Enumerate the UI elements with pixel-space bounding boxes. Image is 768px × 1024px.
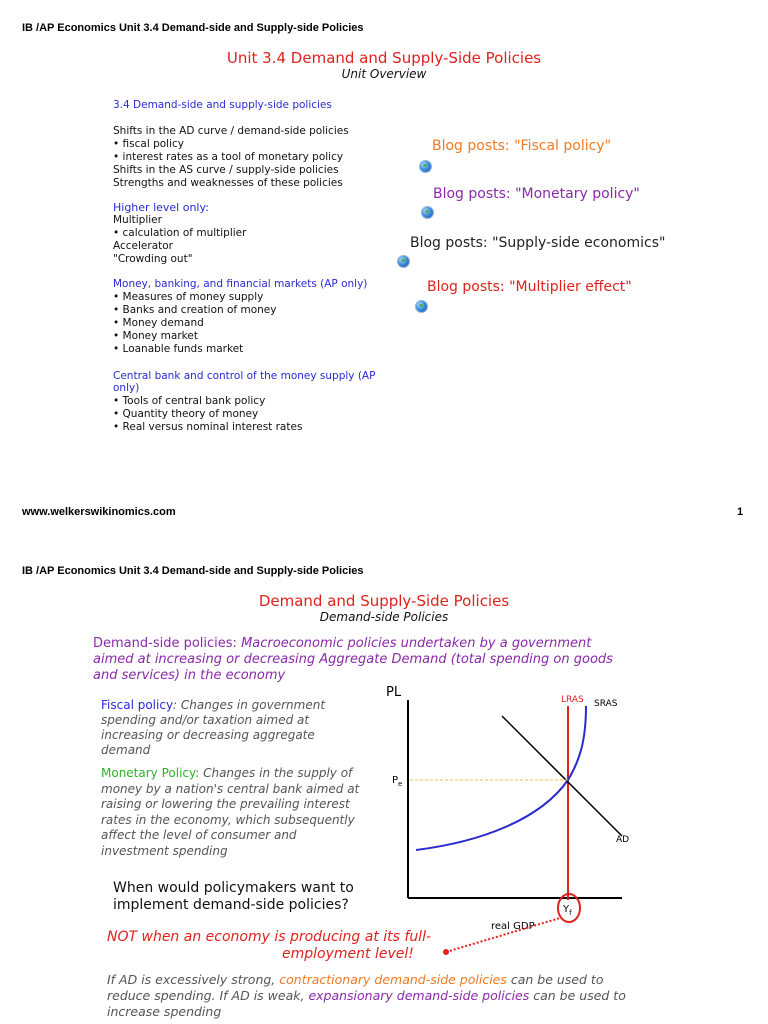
fiscal-text: : Changes in government <box>173 698 326 712</box>
section-heading: 3.4 Demand-side and supply-side policies <box>113 99 332 111</box>
money-list <box>113 291 276 356</box>
sras-label: SRAS <box>594 699 618 709</box>
central-item: • Quantity theory of money <box>113 408 259 420</box>
topic-item: Shifts in the AD curve / demand-side policies <box>113 125 349 137</box>
fiscal-term: Fiscal policy <box>101 698 174 712</box>
blog-link-supply-side[interactable]: Blog posts: "Supply-side economics" <box>410 235 666 251</box>
yf-label: $Y_f$ <box>563 904 572 917</box>
central-bank-list <box>113 395 302 434</box>
monetary-text: raising or lowering the prevailing interest <box>101 797 350 811</box>
question-text: When would policymakers want to <box>113 880 354 896</box>
definition-monetary <box>101 766 359 859</box>
monetary-text: rates in the economy, which subsequently <box>101 812 355 827</box>
bottom-explanation <box>107 972 626 1020</box>
monetary-text: affect the level of consumer and <box>101 828 297 842</box>
money-item: • Banks and creation of money <box>113 304 277 316</box>
ad-as-diagram <box>380 680 650 960</box>
definition-fiscal <box>101 698 325 758</box>
monetary-text: Changes in the supply of <box>199 766 353 780</box>
blog-link-fiscal[interactable]: Blog posts: "Fiscal policy" <box>432 138 612 154</box>
question-text: implement demand-side policies? <box>113 897 349 913</box>
answer-text: NOT when an economy is producing at its full- <box>107 929 432 945</box>
definition-text: Macroeconomic policies undertaken by a government <box>236 636 592 651</box>
central-bank-heading: Central bank and control of the money supply (AP <box>113 370 376 382</box>
answer-text-cont: employment level! <box>282 946 414 962</box>
ad-label: AD <box>616 835 630 845</box>
money-item: • Money market <box>113 330 198 342</box>
page1-title: Unit 3.4 Demand and Supply-Side Policies <box>226 49 542 67</box>
money-item: • Money demand <box>113 317 204 329</box>
fiscal-text: spending and/or taxation aimed at <box>101 713 310 727</box>
topic-item: Shifts in the AS curve / supply-side policies <box>113 164 339 176</box>
explanation-text: If AD is excessively strong, <box>107 972 280 987</box>
expansionary-term: expansionary demand-side policies <box>308 988 530 1003</box>
sras-curve <box>416 706 586 850</box>
page1-subtitle: Unit Overview <box>341 67 427 81</box>
x-axis-label: real GDP <box>491 921 535 932</box>
monetary-text: money by a nation's central bank aimed at <box>101 781 360 796</box>
globe-icon[interactable] <box>420 161 431 172</box>
higher-item: Multiplier <box>113 214 162 226</box>
page1-header: IB /AP Economics Unit 3.4 Demand-side and Supply-side Policies <box>22 22 364 34</box>
page2-subtitle: Demand-side Policies <box>319 610 449 624</box>
central-item: • Tools of central bank policy <box>113 395 266 407</box>
page2-header: IB /AP Economics Unit 3.4 Demand-side and Supply-side Policies <box>22 565 364 577</box>
page2-title: Demand and Supply-Side Policies <box>258 592 510 610</box>
explanation-text: can be used to <box>506 972 604 987</box>
contractionary-term: contractionary demand-side policies <box>279 972 507 987</box>
topic-item: • fiscal policy <box>113 138 184 150</box>
central-bank-heading-cont: only) <box>113 382 140 394</box>
definition-text: and services) in the economy <box>93 668 286 683</box>
lras-label: LRAS <box>561 695 584 705</box>
blog-link-multiplier[interactable]: Blog posts: "Multiplier effect" <box>427 279 632 295</box>
ad-line <box>502 716 622 836</box>
monetary-text: investment spending <box>101 843 228 858</box>
fiscal-text: demand <box>101 743 151 757</box>
explanation-text: reduce spending. If AD is weak, <box>107 988 309 1003</box>
explanation-text: increase spending <box>107 1004 222 1019</box>
pe-label: $P_e$ <box>392 775 403 788</box>
higher-item: • calculation of multiplier <box>113 227 247 239</box>
globe-icon[interactable] <box>416 301 427 312</box>
money-item: • Measures of money supply <box>113 291 264 303</box>
topic-item: Strengths and weaknesses of these policies <box>113 177 343 189</box>
higher-level-heading: Higher level only: <box>113 201 209 214</box>
pointer-dot <box>443 949 449 955</box>
fiscal-text: increasing or decreasing aggregate <box>101 728 315 742</box>
y-axis-label: PL <box>386 685 402 700</box>
higher-item: "Crowding out" <box>113 253 193 265</box>
topic-list <box>113 125 349 190</box>
topic-item: • interest rates as a tool of monetary policy <box>113 151 344 163</box>
blog-link-monetary[interactable]: Blog posts: "Monetary policy" <box>433 186 640 202</box>
definition-text: aimed at increasing or decreasing Aggregate Demand (total spending on goods <box>93 652 613 667</box>
monetary-term: Monetary Policy: <box>101 766 200 780</box>
globe-icon[interactable] <box>398 256 409 267</box>
globe-icon[interactable] <box>422 207 433 218</box>
question <box>113 880 354 914</box>
explanation-text: can be used to <box>529 988 626 1003</box>
page-number: 1 <box>737 506 744 518</box>
higher-item: Accelerator <box>113 240 173 252</box>
central-item: • Real versus nominal interest rates <box>113 421 303 433</box>
higher-level-list <box>113 214 246 266</box>
footer-url[interactable]: www.welkerswikinomics.com <box>22 506 176 518</box>
definition-term: Demand-side policies: <box>93 636 237 651</box>
money-item: • Loanable funds market <box>113 343 244 355</box>
definition-demand-side <box>93 636 613 684</box>
money-heading: Money, banking, and financial markets (AP only) <box>113 278 368 290</box>
